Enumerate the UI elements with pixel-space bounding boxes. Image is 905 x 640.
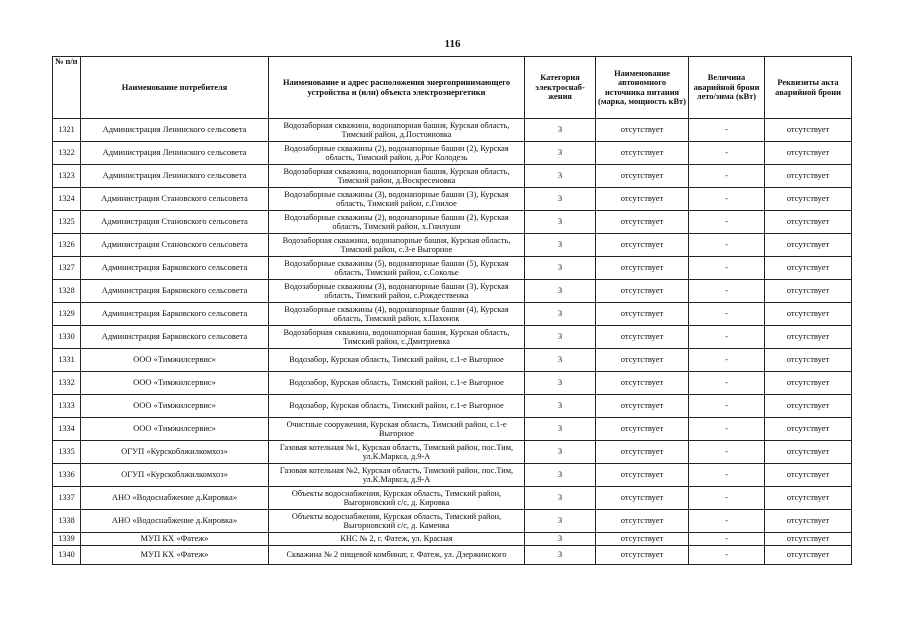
table-row xyxy=(53,326,852,349)
table-row xyxy=(53,546,852,565)
cell-act-details: отсутствует xyxy=(765,188,852,211)
cell-category: 3 xyxy=(525,418,596,441)
table-row xyxy=(53,257,852,280)
cell-category: 3 xyxy=(525,211,596,234)
table-row xyxy=(53,372,852,395)
cell-category: 3 xyxy=(525,280,596,303)
cell-reserve-value: - xyxy=(689,119,765,142)
cell-category: 3 xyxy=(525,188,596,211)
cell-act-details: отсутствует xyxy=(765,464,852,487)
cell-act-details: отсутствует xyxy=(765,142,852,165)
cell-consumer: Администрация Барковского сельсовета xyxy=(81,303,269,326)
cell-autonomous-source: отсутствует xyxy=(596,487,689,510)
cell-category: 3 xyxy=(525,546,596,565)
cell-act-details: отсутствует xyxy=(765,280,852,303)
cell-autonomous-source: отсутствует xyxy=(596,280,689,303)
cell-autonomous-source: отсутствует xyxy=(596,372,689,395)
cell-num: 1331 xyxy=(53,349,81,372)
cell-act-details: отсутствует xyxy=(765,510,852,533)
cell-consumer: ООО «Тимжилсервис» xyxy=(81,372,269,395)
cell-num: 1321 xyxy=(53,119,81,142)
header-act-details: Реквизиты акта аварийной брони xyxy=(765,57,852,119)
cell-consumer: МУП КХ «Фатеж» xyxy=(81,546,269,565)
cell-autonomous-source: отсутствует xyxy=(596,165,689,188)
cell-consumer: АНО «Водоснабжение д.Кировка» xyxy=(81,487,269,510)
cell-consumer: Администрация Барковского сельсовета xyxy=(81,280,269,303)
cell-category: 3 xyxy=(525,234,596,257)
cell-reserve-value: - xyxy=(689,188,765,211)
page-number: 116 xyxy=(444,38,461,50)
table-row xyxy=(53,487,852,510)
cell-reserve-value: - xyxy=(689,464,765,487)
cell-address: КНС № 2, г. Фатеж, ул. Красная xyxy=(269,533,525,546)
cell-reserve-value: - xyxy=(689,418,765,441)
table-row xyxy=(53,533,852,546)
cell-category: 3 xyxy=(525,372,596,395)
cell-num: 1329 xyxy=(53,303,81,326)
table-row xyxy=(53,119,852,142)
cell-autonomous-source: отсутствует xyxy=(596,211,689,234)
cell-consumer: Администрация Барковского сельсовета xyxy=(81,257,269,280)
cell-consumer: ОГУП «Курскоблжилкомхоз» xyxy=(81,464,269,487)
cell-act-details: отсутствует xyxy=(765,234,852,257)
cell-reserve-value: - xyxy=(689,326,765,349)
table-row xyxy=(53,464,852,487)
table-row xyxy=(53,188,852,211)
cell-category: 3 xyxy=(525,349,596,372)
cell-address: Водозаборная скважина, водонапорная башня, Курская область, Тимский район, с.Дмитриевка xyxy=(269,326,525,349)
table-row xyxy=(53,418,852,441)
cell-num: 1323 xyxy=(53,165,81,188)
cell-autonomous-source: отсутствует xyxy=(596,418,689,441)
header-consumer: Наименование потребителя xyxy=(81,57,269,119)
cell-address: Водозаборная скважина, водонапорная башня, Курская область, Тимский район, д.Воскресеновка xyxy=(269,165,525,188)
cell-reserve-value: - xyxy=(689,395,765,418)
header-autonomous-source: Наименование автономного источника питания (марка, мощность кВт) xyxy=(596,57,689,119)
cell-address: Водозабор, Курская область, Тимский район, с.1-е Выгорное xyxy=(269,395,525,418)
header-category: Категория электроснаб-жения xyxy=(525,57,596,119)
cell-address: Водозаборные скважины (2), водонапорные башни (2), Курская область, Тимский район, д.Рог Колодезь xyxy=(269,142,525,165)
cell-num: 1336 xyxy=(53,464,81,487)
cell-autonomous-source: отсутствует xyxy=(596,257,689,280)
cell-autonomous-source: отсутствует xyxy=(596,464,689,487)
cell-category: 3 xyxy=(525,487,596,510)
cell-act-details: отсутствует xyxy=(765,395,852,418)
cell-address: Объекты водоснабжения, Курская область, Тимский район, Выгорновский с/с, д. Кировка xyxy=(269,487,525,510)
cell-reserve-value: - xyxy=(689,303,765,326)
cell-consumer: Администрация Ленинского сельсовета xyxy=(81,165,269,188)
cell-address: Газовая котельная №1, Курская область, Тимский район, пос.Тим, ул.К.Маркса, д.9-А xyxy=(269,441,525,464)
cell-reserve-value: - xyxy=(689,441,765,464)
cell-num: 1324 xyxy=(53,188,81,211)
cell-consumer: Администрация Ленинского сельсовета xyxy=(81,119,269,142)
header-address: Наименование и адрес расположения энергопринимающего устройства и (или) объекта электроэнергетики xyxy=(269,57,525,119)
cell-consumer: ООО «Тимжилсервис» xyxy=(81,395,269,418)
cell-reserve-value: - xyxy=(689,533,765,546)
cell-address: Водозабор, Курская область, Тимский район, с.1-е Выгорное xyxy=(269,372,525,395)
reserve-table xyxy=(52,56,852,565)
cell-act-details: отсутствует xyxy=(765,165,852,188)
cell-reserve-value: - xyxy=(689,349,765,372)
cell-autonomous-source: отсутствует xyxy=(596,234,689,257)
cell-act-details: отсутствует xyxy=(765,487,852,510)
table-row xyxy=(53,441,852,464)
header-reserve-value: Величина аварийной брони лето/зима (кВт) xyxy=(689,57,765,119)
cell-act-details: отсутствует xyxy=(765,257,852,280)
cell-category: 3 xyxy=(525,165,596,188)
cell-num: 1340 xyxy=(53,546,81,565)
cell-num: 1330 xyxy=(53,326,81,349)
cell-autonomous-source: отсутствует xyxy=(596,533,689,546)
cell-reserve-value: - xyxy=(689,234,765,257)
cell-category: 3 xyxy=(525,395,596,418)
cell-num: 1327 xyxy=(53,257,81,280)
table-row xyxy=(53,510,852,533)
cell-reserve-value: - xyxy=(689,372,765,395)
cell-reserve-value: - xyxy=(689,280,765,303)
cell-act-details: отсутствует xyxy=(765,349,852,372)
cell-address: Водозаборные скважины (2), водонапорные башни (2), Курская область, Тимский район, х.Гнилуши xyxy=(269,211,525,234)
table-row xyxy=(53,234,852,257)
cell-num: 1338 xyxy=(53,510,81,533)
cell-address: Водозаборная скважина, водонапорные башня, Курская область, Тимский район, с.3-е Выгорное xyxy=(269,234,525,257)
cell-consumer: Администрация Барковского сельсовета xyxy=(81,326,269,349)
table-row xyxy=(53,165,852,188)
cell-autonomous-source: отсутствует xyxy=(596,326,689,349)
cell-act-details: отсутствует xyxy=(765,533,852,546)
cell-reserve-value: - xyxy=(689,165,765,188)
header-num: № п/п xyxy=(53,57,81,119)
cell-address: Водозаборные скважины (5), водонапорные башни (5), Курская область, Тимский район, с.Сокольe xyxy=(269,257,525,280)
cell-autonomous-source: отсутствует xyxy=(596,119,689,142)
cell-consumer: Администрация Становского сельсовета xyxy=(81,211,269,234)
cell-address: Водозабор, Курская область, Тимский район, с.1-е Выгорное xyxy=(269,349,525,372)
cell-category: 3 xyxy=(525,119,596,142)
table-row xyxy=(53,280,852,303)
cell-num: 1326 xyxy=(53,234,81,257)
cell-category: 3 xyxy=(525,326,596,349)
table-row xyxy=(53,349,852,372)
cell-autonomous-source: отсутствует xyxy=(596,510,689,533)
cell-act-details: отсутствует xyxy=(765,119,852,142)
cell-category: 3 xyxy=(525,303,596,326)
cell-act-details: отсутствует xyxy=(765,303,852,326)
cell-address: Очистные сооружения, Курская область, Тимский район, с.1-е Выгорное xyxy=(269,418,525,441)
cell-consumer: ОГУП «Курскоблжилкомхоз» xyxy=(81,441,269,464)
cell-act-details: отсутствует xyxy=(765,418,852,441)
cell-reserve-value: - xyxy=(689,211,765,234)
cell-num: 1337 xyxy=(53,487,81,510)
cell-category: 3 xyxy=(525,464,596,487)
cell-autonomous-source: отсутствует xyxy=(596,441,689,464)
cell-reserve-value: - xyxy=(689,546,765,565)
cell-category: 3 xyxy=(525,441,596,464)
cell-category: 3 xyxy=(525,533,596,546)
cell-reserve-value: - xyxy=(689,510,765,533)
cell-num: 1332 xyxy=(53,372,81,395)
cell-num: 1333 xyxy=(53,395,81,418)
cell-num: 1339 xyxy=(53,533,81,546)
cell-consumer: АНО «Водоснабжение д.Кировка» xyxy=(81,510,269,533)
cell-address: Водозаборные скважины (3), водонапорные башни (3), Курская область, Тимский район, с.Гнилое xyxy=(269,188,525,211)
cell-num: 1322 xyxy=(53,142,81,165)
cell-category: 3 xyxy=(525,510,596,533)
cell-reserve-value: - xyxy=(689,142,765,165)
cell-autonomous-source: отсутствует xyxy=(596,395,689,418)
cell-address: Водозаборные скважины (4), водонапорные башни (4), Курская область, Тимский район, х.Пахонок xyxy=(269,303,525,326)
table-row xyxy=(53,142,852,165)
cell-act-details: отсутствует xyxy=(765,441,852,464)
cell-category: 3 xyxy=(525,142,596,165)
cell-autonomous-source: отсутствует xyxy=(596,188,689,211)
cell-address: Объекты водоснабжения, Курская область, Тимский район, Выгорновский с/с, д. Каменка xyxy=(269,510,525,533)
cell-num: 1325 xyxy=(53,211,81,234)
cell-address: Скважина № 2 пищевой комбинат, г. Фатеж, ул. Дзержинского xyxy=(269,546,525,565)
cell-act-details: отсутствует xyxy=(765,326,852,349)
cell-reserve-value: - xyxy=(689,257,765,280)
cell-consumer: МУП КХ «Фатеж» xyxy=(81,533,269,546)
cell-num: 1328 xyxy=(53,280,81,303)
cell-autonomous-source: отсутствует xyxy=(596,349,689,372)
cell-autonomous-source: отсутствует xyxy=(596,303,689,326)
cell-address: Водозаборные скважины (3), водонапорные башни (3), Курская область, Тимский район, с.Рождественка xyxy=(269,280,525,303)
table-header-row xyxy=(53,57,852,119)
cell-num: 1335 xyxy=(53,441,81,464)
table-row xyxy=(53,303,852,326)
table-row xyxy=(53,395,852,418)
cell-act-details: отсутствует xyxy=(765,211,852,234)
cell-num: 1334 xyxy=(53,418,81,441)
cell-act-details: отсутствует xyxy=(765,546,852,565)
cell-category: 3 xyxy=(525,257,596,280)
cell-reserve-value: - xyxy=(689,487,765,510)
cell-consumer: ООО «Тимжилсервис» xyxy=(81,418,269,441)
cell-consumer: Администрация Становского сельсовета xyxy=(81,234,269,257)
cell-autonomous-source: отсутствует xyxy=(596,546,689,565)
cell-act-details: отсутствует xyxy=(765,372,852,395)
cell-address: Газовая котельная №2, Курская область, Тимский район, пос.Тим, ул.К.Маркса, д.9-А xyxy=(269,464,525,487)
cell-consumer: ООО «Тимжилсервис» xyxy=(81,349,269,372)
cell-autonomous-source: отсутствует xyxy=(596,142,689,165)
cell-address: Водозаборная скважина, водонапорная башня, Курская область, Тимский район, д.Постояновка xyxy=(269,119,525,142)
table-row xyxy=(53,211,852,234)
cell-consumer: Администрация Ленинского сельсовета xyxy=(81,142,269,165)
cell-consumer: Администрация Становского сельсовета xyxy=(81,188,269,211)
